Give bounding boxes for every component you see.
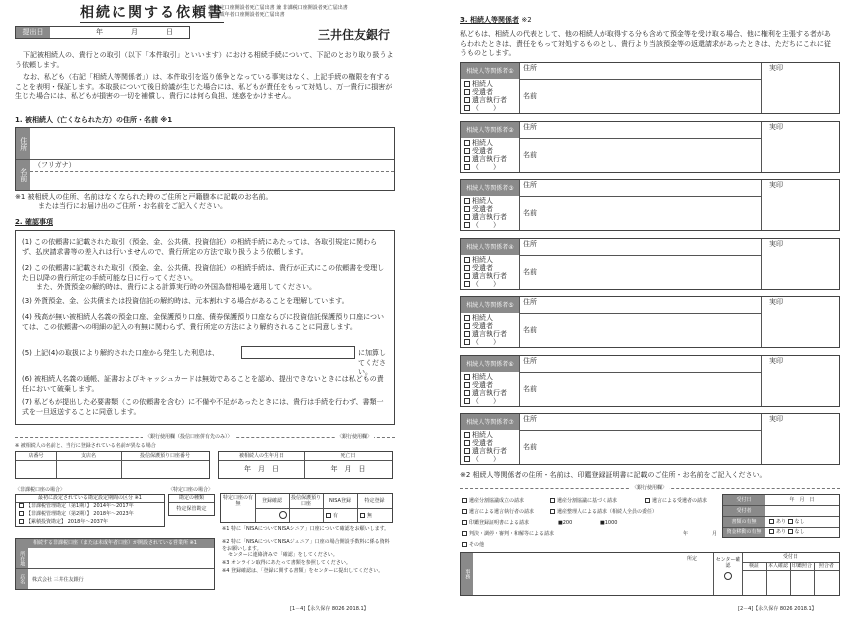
deceased-box (15, 127, 395, 191)
opt-heir[interactable]: 相続人 (464, 139, 493, 149)
heir-seal-field[interactable] (761, 307, 839, 347)
successor-addr-label: 所在地 (16, 548, 28, 568)
heir-label: 相続人等関係者④ (461, 239, 519, 255)
heir-seal-label: 実印 (769, 123, 783, 131)
small-note-1: ※1 特に「NISAについてNISAシニア」口座について確認をお願いします。 (222, 526, 390, 532)
specific-heading: 〈特定口座の場合〉 (168, 487, 214, 493)
deceased-address-label: 住所 (16, 128, 30, 159)
submission-day[interactable]: 日 (166, 28, 173, 36)
heir-col-5: 特定登録 (364, 497, 385, 504)
heir-check-table (220, 493, 393, 523)
tax-row-3[interactable]: 【累積投資勘定】 2018年〜2037年 (19, 519, 108, 526)
opt-other[interactable]: （ ） (464, 221, 500, 231)
bank-use-heading-right: 〈銀行使用欄〉 (337, 434, 373, 440)
deceased-name-field[interactable] (30, 172, 394, 190)
opt-legatee[interactable]: 受遺者 (464, 147, 493, 157)
heir-address-label: 住所 (523, 64, 537, 72)
section2-title: 2. 確認事項 (15, 218, 53, 226)
deceased-furigana: （フリガナ） (34, 161, 76, 169)
opt-legatee[interactable]: 受遺者 (464, 381, 493, 391)
opt-legatee[interactable]: 受遺者 (464, 88, 493, 98)
confirm-item-7: (7) 私どもが提出した必要書類（この依頼書を含む）に不備や不足があったときには、貴行は手続を行わず、書類一式を一旦返送することに同意します。 (22, 398, 384, 416)
section1-title: 1. 被相続人（亡くなられた方）の住所・名前 ※1 (15, 116, 173, 124)
heir-block (460, 296, 840, 348)
opt-executor[interactable]: 遺言執行者 (464, 389, 507, 399)
confirm-item-4: (4) 残高が無い被相続人名義の預金口座、金保護預り口座、債券保護預り口座ならびに投資信託保護預り口座については、この依頼書への明細の記入の有無に関わらず、貴行所定の方法により解約されることに同意します。 (22, 313, 384, 331)
bank-use-note: ※ 被相続人の名前と、当行に登録されている名前が異なる場合 (15, 443, 156, 449)
deceased-address-field[interactable] (30, 128, 394, 159)
heir-seal-label: 実印 (769, 181, 783, 189)
dates-table (218, 451, 393, 479)
section1-note-2: または当行にお届け出のご住所・お名前をご記入ください。 (38, 202, 227, 210)
opt-heir[interactable]: 相続人 (464, 197, 493, 207)
heir-name-label: 名前 (523, 209, 537, 217)
opt-executor[interactable]: 遺言執行者 (464, 155, 507, 165)
heir-seal-field[interactable] (761, 132, 839, 172)
submission-date-box (15, 26, 190, 39)
heir-block (460, 238, 840, 290)
amount-1000[interactable]: ■1000 (600, 520, 618, 526)
specific-sub: 勘定の種類 (178, 495, 204, 502)
check-1[interactable]: 遺産分割協議成立の請求 (462, 498, 524, 505)
successor-title: 相続する非課税口座（または未成年者口座）が開設されている営業所 ※1 (16, 539, 214, 548)
heir-name-label: 名前 (523, 268, 537, 276)
heir-name-field[interactable] (519, 431, 761, 464)
receipt-date-label: 受付日 (723, 495, 765, 505)
specific-value: 特定保管勘定 (176, 505, 207, 512)
small-note-2: ※2 特に「NISAについてNISAジュニア」口座の場合開設手数料に係る資料をお願いします。 (222, 539, 390, 552)
opt-executor[interactable]: 遺言執行者 (464, 447, 507, 457)
nisa-yes[interactable]: 有 (326, 513, 338, 520)
confirm-item-2: (2) この依頼書に記載された取引（預金、金、公共債、投資信託）の相続手続は、貴行が正式にこの依頼書を受理した日以降の貴行所定の手続可能な日に行ってください。 (22, 264, 385, 282)
heir-address-field[interactable] (519, 414, 761, 430)
opt-legatee[interactable]: 受遺者 (464, 205, 493, 215)
confirm-item-5: (5) 上記(4)の取扱により解約された口座から発生した利息は、 (22, 349, 220, 357)
heir-name-field[interactable] (519, 139, 761, 172)
heir-seal-label: 実印 (769, 357, 783, 365)
heir-col-4: NISA登録 (329, 497, 351, 504)
heir-address-label: 住所 (523, 415, 537, 423)
confirm-item-6: (6) 被相続人名義の通帳、証書およびキャッシュカードは無効であることを認め、提出できないときには私どもの責任において破棄します。 (22, 375, 384, 393)
check-8[interactable]: その他 (462, 542, 484, 549)
heir-name-label: 名前 (523, 443, 537, 451)
heir-seal-field[interactable] (761, 366, 839, 406)
small-note-3: センターに連絡済みで「確認」をしてください。 (228, 552, 338, 558)
stamp-2: 本人確認 (767, 562, 788, 569)
heir-address-field[interactable] (519, 180, 761, 196)
heir-block (460, 355, 840, 407)
opt-heir[interactable]: 相続人 (464, 256, 493, 266)
check-4[interactable]: 遺言による遺言執行者の請求 (462, 509, 534, 516)
heir-name-field[interactable] (519, 373, 761, 406)
heir-seal-label: 実印 (769, 415, 783, 423)
intro-text-2: なお、私ども（右記「相続人等関係者」）は、本件取引を巡り係争となっている事実はなく、上記手続の権限を有することを表明・保証します。本取扱について後日紛議が生じた場合には、私どもが責任をもって対処し、万一貴行に損害が生じた場合には、私どもが損害の一切を補償し、貴行には何ら負担、迷惑をかけません。 (15, 73, 393, 100)
tax-row-2[interactable]: 【非課税管理勘定（第2期）】 2018年〜2023年 (19, 511, 134, 518)
heir-address-field[interactable] (519, 297, 761, 313)
opt-other[interactable]: （ ） (464, 280, 500, 290)
doc-label: 書類の有無 (723, 517, 765, 527)
heir-col-2: 登録確認 (261, 497, 282, 504)
opt-executor[interactable]: 遺言執行者 (464, 330, 507, 340)
amount-200[interactable]: ■200 (558, 520, 573, 526)
submission-year[interactable]: 年 (96, 28, 103, 36)
specific-table (168, 494, 215, 516)
heir-name-label: 名前 (523, 151, 537, 159)
heir-address-field[interactable] (519, 239, 761, 255)
heir-label: 相続人等関係者③ (461, 180, 519, 196)
confirm-item-3: (3) 外貨預金、金、公共債または投資信託の解約時は、元本割れする場合があることを理解しています。 (22, 297, 349, 305)
check-3[interactable]: 遺言による受遺者の請求 (645, 498, 707, 505)
heir-col-1: 特定口座の有無 (222, 494, 253, 507)
heir-address-field[interactable] (519, 122, 761, 138)
opt-legatee[interactable]: 受遺者 (464, 322, 493, 332)
opt-other[interactable]: （ ） (464, 104, 500, 114)
opt-legatee[interactable]: 受遺者 (464, 264, 493, 274)
heir-seal-field[interactable] (761, 249, 839, 289)
heir-seal-label: 実印 (769, 298, 783, 306)
tax-heading: 〈非課税口座の場合〉 (15, 487, 66, 493)
opt-heir[interactable]: 相続人 (464, 314, 493, 324)
heir-name-field[interactable] (519, 197, 761, 230)
check-7[interactable]: 印鑑登録証明書による請求 (462, 520, 529, 527)
heir-seal-field[interactable] (761, 424, 839, 464)
intro-text-1: 下記被相続人の、貴行との取引（以下「本件取引」といいます）における相続手続について、下記のとおり取り扱うよう依頼します。 (15, 51, 394, 69)
heir-address-label: 住所 (523, 123, 537, 131)
heir-block (460, 62, 840, 114)
footer-right: [2－4]【永久保存 8026 2018.1】 (738, 606, 817, 612)
circle-marker-icon (279, 511, 287, 521)
deceased-name-label: 名前 (16, 160, 30, 190)
bank-name: 三井住友銀行 (318, 28, 391, 42)
heir-name-field[interactable] (519, 80, 761, 113)
check-date-year: 年 (683, 531, 689, 537)
confirm-item-2b: また、外貨預金の解約時は、貴行による計算実行時の外国為替相場を適用してください。 (36, 283, 316, 291)
heir-address-label: 住所 (523, 357, 537, 365)
heir-label: 相続人等関係者② (461, 122, 519, 138)
section1-note-1: ※1 被相続人の住所、名前はなくなられた時のご住所と戸籍謄本に記載のお名前。 (15, 193, 273, 201)
opt-other[interactable]: （ ） (464, 163, 500, 173)
heir-address-field[interactable] (519, 356, 761, 372)
opt-executor[interactable]: 遺言執行者 (464, 213, 507, 223)
opt-other[interactable]: （ ） (464, 338, 500, 348)
check-2[interactable]: 遺産分割協議に基づく請求 (550, 498, 617, 505)
heir-name-label: 名前 (523, 326, 537, 334)
submission-label: 提出日 (16, 27, 50, 38)
opt-heir[interactable]: 相続人 (464, 80, 493, 90)
stamp-4: 照合者 (818, 562, 834, 569)
review-label: 所定 (687, 556, 698, 562)
check-5[interactable]: 遺産整理人による請求（相続人全員の委任） (550, 509, 657, 516)
col-branch-no: 店番号 (28, 452, 44, 459)
confirm-item-5b: に加算してください。 (358, 349, 386, 376)
staff-label: 受付者 (723, 506, 765, 516)
section3-title: 3. 相続人等関係者 ※2 (460, 16, 532, 24)
heir-seal-field[interactable] (761, 190, 839, 230)
heir-label: 相続人等関係者⑦ (461, 414, 519, 430)
heir-name-field[interactable] (519, 256, 761, 289)
opt-executor[interactable]: 遺言執行者 (464, 96, 507, 106)
opt-executor[interactable]: 遺言執行者 (464, 272, 507, 282)
heir-seal-label: 実印 (769, 240, 783, 248)
circle-marker-icon (724, 572, 732, 582)
bank-use-heading: 〈銀行使用欄（投信口座併有先のみ）〉 (145, 434, 233, 440)
heir-label: 相続人等関係者⑤ (461, 297, 519, 313)
check-date-month: 月 (712, 531, 718, 537)
page-title: 相続に関する依頼書 (80, 2, 224, 23)
col-branch-name: 支店名 (80, 452, 96, 459)
stamp-1: 検証 (748, 562, 759, 569)
confirm-item-1: (1) この依頼書に記載された取引（預金、金、公共債、投資信託）の相続手続にあたっては、各取引規定に関わらず、払戻請求書等の差入れは行いませんので、貴行所定の方法で取り扱うよう依頼します。 (22, 238, 378, 256)
remarks-label: 事務 (461, 553, 473, 595)
opt-heir[interactable]: 相続人 (464, 373, 493, 383)
doc-options[interactable]: あり なし (769, 519, 805, 526)
heir-seal-field[interactable] (761, 73, 839, 113)
opt-heir[interactable]: 相続人 (464, 431, 493, 441)
heir-address-label: 住所 (523, 298, 537, 306)
death-date-label: 死亡日 (340, 452, 356, 459)
interest-destination-field[interactable] (241, 346, 355, 359)
heir-block (460, 413, 840, 465)
branch-table (15, 451, 210, 479)
bank-use-2-heading: 〈銀行使用欄〉 (632, 485, 668, 491)
fund-label: 資金移動の有無 (723, 528, 765, 537)
footer-left: [1－4]【永久保存 8026 2018.1】 (290, 606, 369, 612)
header-note-2: 兼 未成年者口座開設者死亡届出書 (208, 12, 285, 18)
header-note-1: 兼 特定口座開設者死亡届出書 兼 非課税口座開設者死亡届出書 (208, 5, 348, 11)
heir-address-label: 住所 (523, 181, 537, 189)
small-note-4: ※3 オンライン取得にあたって書類を参照してください。 (222, 560, 351, 566)
submission-month[interactable]: 月 (131, 28, 138, 36)
check-6[interactable]: 判決・調停・審判・和解等による請求 (462, 531, 554, 538)
tax-row-1[interactable]: 【非課税管理勘定（第1期）】 2014年〜2017年 (19, 503, 134, 510)
heir-label: 相続人等関係者⑥ (461, 356, 519, 372)
fund-options[interactable]: あり なし (769, 529, 805, 536)
heir-address-field[interactable] (519, 63, 761, 79)
heir-label: 相続人等関係者① (461, 63, 519, 79)
opt-legatee[interactable]: 受遺者 (464, 439, 493, 449)
successor-office-box (15, 538, 215, 590)
heir-seal-label: 実印 (769, 64, 783, 72)
stamp-3: 印鑑照合 (791, 562, 812, 569)
birth-date-value[interactable]: 年 月 日 (244, 464, 279, 473)
heir-name-label: 名前 (523, 92, 537, 100)
successor-name-label: 店名 (16, 569, 28, 589)
heir-name-label: 名前 (523, 385, 537, 393)
centre-label: センター確認 (715, 556, 741, 569)
death-date-value[interactable]: 年 月 日 (330, 464, 366, 473)
specific-yes[interactable]: 無 (360, 513, 372, 520)
heir-col-3: 投信保護預り口座 (290, 494, 321, 507)
receipt-date-value[interactable]: 年 月 日 (789, 496, 815, 503)
tax-table (15, 494, 165, 527)
col-account-no: 投信保護預り口座番号 (139, 452, 190, 459)
receipt-table (722, 494, 840, 538)
birth-date-label: 被相続人の生年月日 (238, 452, 284, 459)
heir-name-field[interactable] (519, 314, 761, 347)
opt-other[interactable]: （ ） (464, 455, 500, 465)
successor-name-value: 株式会社 三井住友銀行 (32, 577, 84, 583)
heir-block (460, 121, 840, 173)
opt-other[interactable]: （ ） (464, 397, 500, 407)
heir-block (460, 179, 840, 231)
section3-intro: 私どもは、相続人の代表として、他の相続人が取得する分も含めて預金等を受け取る場合、他に権利を主張する者があらわれたときは、責任をもって対処するものとし、貴行より当該預金等の返還請求があったときは、ただちにこれに従うものとします。 (460, 30, 831, 57)
heir-footnote: ※2 相続人等関係者の住所・名前は、印鑑登録証明書に記載のご住所・お名前をご記入ください。 (460, 471, 767, 479)
remarks-box (460, 552, 840, 596)
received-label: 受付日 (782, 554, 798, 561)
heir-address-label: 住所 (523, 240, 537, 248)
small-note-5: ※4 登録確認は、「登録に関する書類」をセンターに提出してください。 (222, 568, 384, 574)
tax-sub: 最初に設定されている勘定設定期間の区分 ※1 (38, 495, 142, 502)
